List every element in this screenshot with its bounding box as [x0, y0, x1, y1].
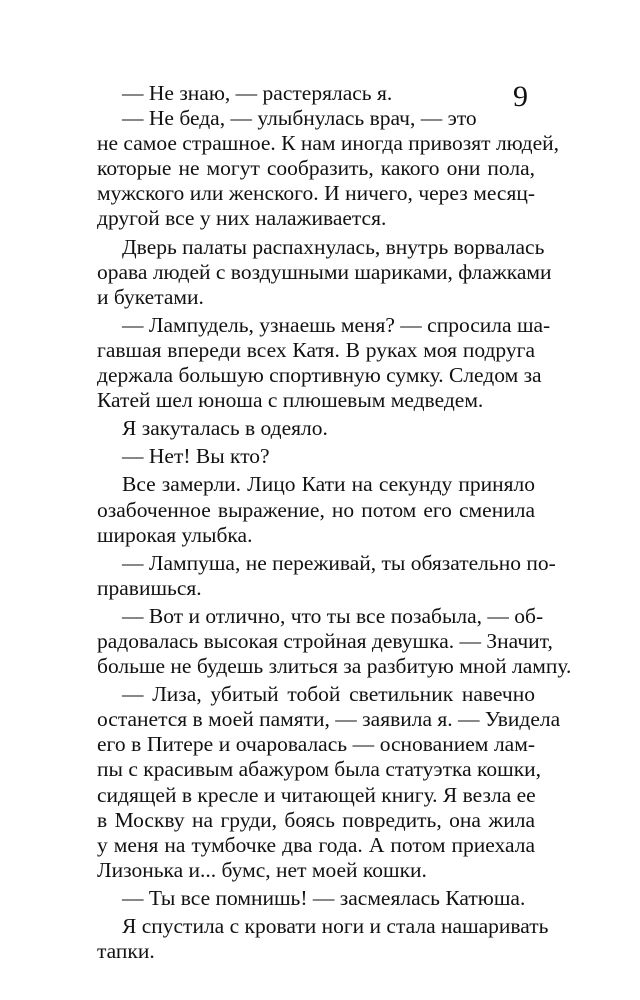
text-line: — Не беда, — улыбнулась врач, — это: [122, 106, 477, 131]
text-line: мужского или женского. И ничего, через месяц-: [97, 181, 535, 206]
text-line: правишься.: [97, 575, 202, 600]
text-line: больше не будешь злиться за разбитую мной лампу.: [97, 654, 572, 679]
text-line: — Ты все помнишь! — засмеялась Катюша.: [122, 885, 526, 910]
text-line: — Лиза, убитый тобой светильник навечно: [122, 682, 535, 707]
text-line: — Лампудель, узнаешь меня? — спросила ша-: [122, 312, 551, 337]
page-number: 9: [513, 80, 528, 113]
text-line: Лизонька и... бумс, нет моей кошки.: [97, 857, 427, 882]
body-text: [97, 81, 572, 964]
text-line: радовалась высокая стройная девушка. — Значит,: [97, 628, 553, 653]
text-line: держала большую спортивную сумку. Следом за: [97, 363, 542, 388]
text-line: не самое страшное. К нам иногда привозят людей,: [97, 131, 560, 156]
text-line: и букетами.: [97, 284, 204, 309]
text-line: широкая улыбка.: [97, 522, 253, 547]
text-line: тапки.: [97, 939, 155, 964]
text-line: — Вот и отлично, что ты все позабыла, — об-: [122, 603, 544, 628]
text-line: гавшая впереди всех Катя. В руках моя подруга: [97, 337, 535, 362]
text-line: другой все у них налаживается.: [97, 206, 387, 231]
text-line: его в Питере и очаровалась — основанием лам-: [97, 732, 535, 757]
text-line: — Не знаю, — растерялась я.: [122, 81, 393, 105]
text-line: — Лампуша, не переживай, ты обязательно по-: [122, 550, 556, 575]
text-line: озабоченное выражение, но потом его сменила: [97, 497, 535, 522]
text-line: Я закуталась в одеяло.: [122, 416, 328, 441]
text-line: в Москву на груди, боясь повредить, она жила: [97, 807, 535, 832]
text-line: Катей шел юноша с плюшевым медведем.: [97, 388, 484, 413]
text-line: — Нет! Вы кто?: [122, 444, 270, 469]
text-line: которые не могут сообразить, какого они пола,: [97, 156, 535, 181]
text-line: останется в моей памяти, — заявила я. — Увидела: [97, 707, 561, 732]
text-line: орава людей с воздушными шариками, флажками: [97, 259, 552, 284]
text-line: сидящей в кресле и читающей книгу. Я везла ее: [97, 782, 536, 807]
text-line: пы с красивым абажуром была статуэтка кошки,: [97, 757, 542, 782]
text-line: у меня на тумбочке два года. А потом приехала: [97, 832, 535, 857]
text-line: Я спустила с кровати ноги и стала нашаривать: [122, 914, 549, 938]
text-line: Дверь палаты распахнулась, внутрь ворвалась: [122, 234, 545, 259]
text-line: Все замерли. Лицо Кати на секунду приняло: [122, 472, 535, 497]
